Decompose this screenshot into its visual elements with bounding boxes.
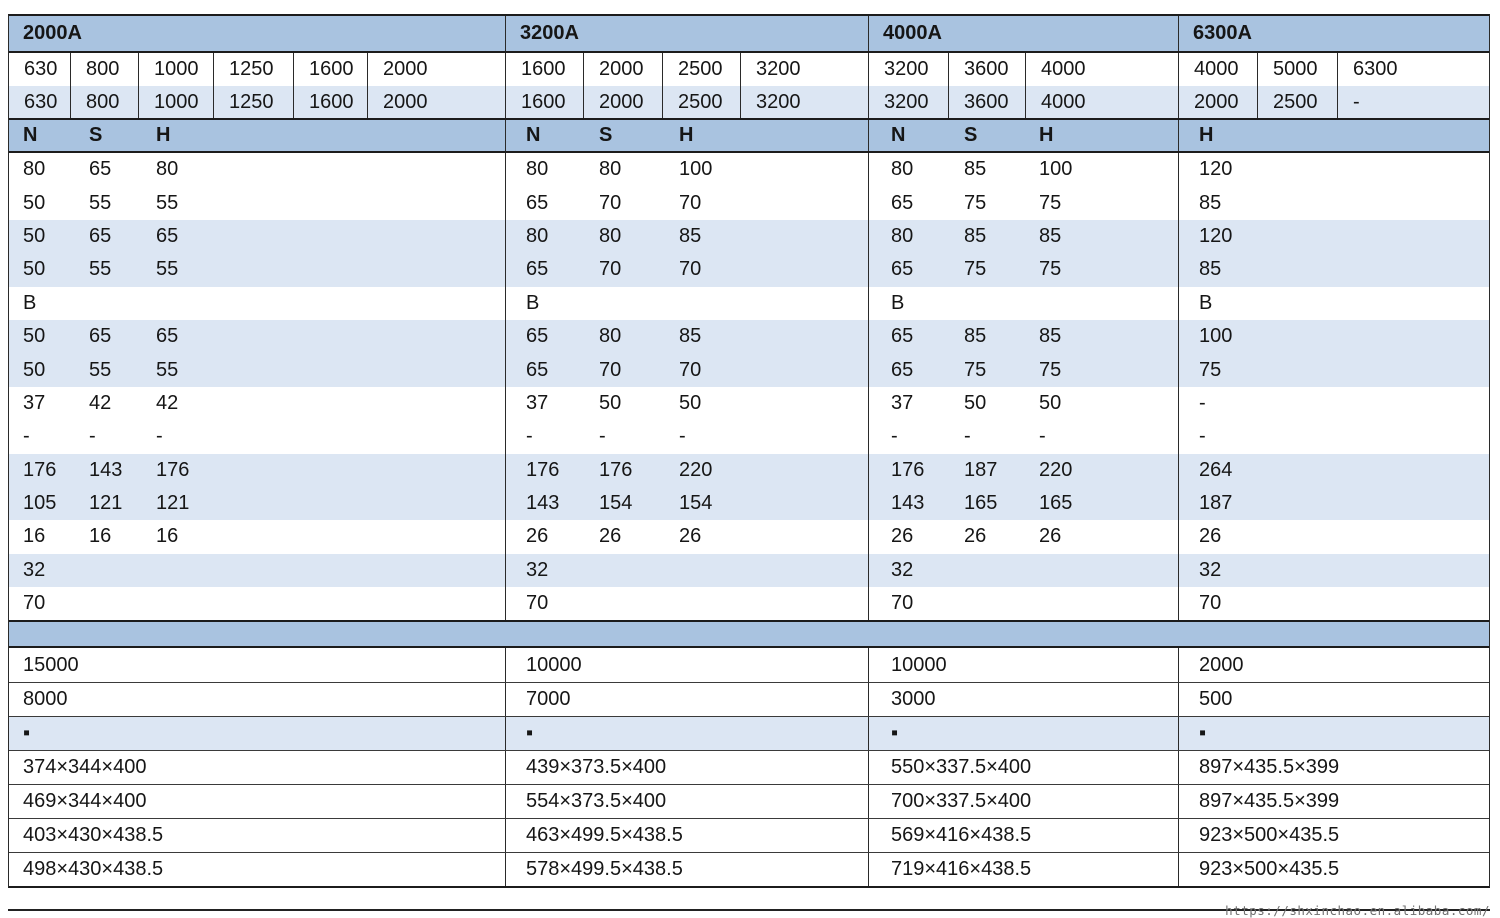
value: 100 — [1199, 325, 1233, 348]
rating-cell: 630 — [9, 53, 71, 86]
data-cell — [9, 253, 506, 286]
value: 85 — [1039, 325, 1062, 348]
rating-cell: 630 — [9, 86, 71, 118]
rating-cell: 2000 — [368, 53, 506, 86]
rating-cell: 6300 — [1353, 58, 1398, 80]
data-row — [9, 186, 1489, 219]
data-cell — [506, 287, 869, 320]
data-cell — [869, 186, 1179, 219]
value: - — [679, 425, 686, 448]
rating-cell: 1000 — [139, 86, 214, 118]
value: 100 — [1039, 158, 1073, 181]
bottom-cell: ▪ — [506, 717, 869, 750]
bottom-row — [9, 682, 1489, 716]
bottom-cell: 469×344×400 — [9, 785, 506, 818]
rating-cell: 2500 — [663, 53, 741, 86]
value: 32 — [23, 558, 46, 581]
value: 55 — [89, 258, 112, 281]
data-cell — [506, 520, 869, 553]
value: 42 — [156, 391, 179, 414]
value: 75 — [964, 358, 987, 381]
value: 65 — [526, 325, 549, 348]
data-cell — [1179, 320, 1491, 353]
value: 50 — [23, 191, 46, 214]
value: 65 — [526, 358, 549, 381]
data-cell — [506, 186, 869, 219]
data-cell — [9, 387, 506, 420]
data-cell — [9, 353, 506, 386]
variant-label: N — [23, 124, 38, 146]
rating-cell: 3200 — [869, 53, 949, 86]
value: B — [526, 291, 540, 314]
value: 75 — [1039, 358, 1062, 381]
bottom-cell: 923×500×435.5 — [1199, 857, 1340, 880]
data-cell — [869, 153, 1179, 186]
value: 176 — [891, 458, 925, 481]
value: 143 — [526, 492, 560, 515]
value: 187 — [964, 458, 998, 481]
value: 70 — [679, 358, 702, 381]
data-cell — [1179, 186, 1491, 219]
bottom-cell: 700×337.5×400 — [869, 785, 1179, 818]
variant-label: N — [526, 124, 541, 146]
bottom-cell: 3000 — [869, 683, 1179, 716]
value: 165 — [964, 492, 998, 515]
rating-cell: 5000 — [1258, 53, 1338, 86]
value: 55 — [89, 358, 112, 381]
rating-cell: 3200 — [741, 86, 869, 118]
bottom-cell: 7000 — [506, 683, 869, 716]
value: 105 — [23, 492, 57, 515]
value: 50 — [23, 224, 46, 247]
value: 65 — [891, 258, 914, 281]
value: 80 — [156, 158, 179, 181]
value: 70 — [599, 258, 622, 281]
data-cell — [869, 454, 1179, 487]
data-cell — [1179, 554, 1491, 587]
data-row — [9, 520, 1489, 553]
data-cell — [869, 287, 1179, 320]
rating-cell: 4000 — [1179, 53, 1258, 86]
value: 187 — [1199, 492, 1233, 515]
value: - — [89, 425, 96, 448]
value: 176 — [526, 458, 560, 481]
data-cell — [869, 253, 1179, 286]
rating-cell: 2500 — [1258, 86, 1338, 118]
value: 264 — [1199, 458, 1233, 481]
bottom-cell: 8000 — [9, 683, 506, 716]
variant-header-cell — [869, 120, 1179, 151]
value: 70 — [679, 191, 702, 214]
data-cell — [869, 520, 1179, 553]
value: 121 — [156, 492, 190, 515]
bottom-cell: 463×499.5×438.5 — [506, 819, 869, 852]
value: 70 — [679, 258, 702, 281]
value: 55 — [156, 191, 179, 214]
rating-cell: - — [1353, 90, 1360, 113]
data-cell — [869, 554, 1179, 587]
value: 75 — [1039, 191, 1062, 214]
value: 32 — [1199, 558, 1222, 581]
value: 165 — [1039, 492, 1073, 515]
bottom-cell: 10000 — [506, 648, 869, 682]
value: - — [1039, 425, 1046, 448]
value: 37 — [891, 391, 914, 414]
value: 220 — [1039, 458, 1073, 481]
rating-cell: 1600 — [294, 53, 368, 86]
data-cell — [9, 220, 506, 253]
value: 26 — [964, 525, 987, 548]
bottom-cell: 923×500×435.5 — [1199, 823, 1340, 846]
data-cell — [506, 487, 869, 520]
value: 55 — [89, 191, 112, 214]
value: 70 — [526, 592, 549, 615]
bottom-cell: 498×430×438.5 — [9, 853, 506, 886]
value: 26 — [599, 525, 622, 548]
bottom-cell: 403×430×438.5 — [9, 819, 506, 852]
value: 154 — [599, 492, 633, 515]
value: 65 — [156, 224, 179, 247]
rating-cell: 800 — [71, 53, 139, 86]
rating-cell: 800 — [71, 86, 139, 118]
data-row — [9, 353, 1489, 386]
value: 80 — [526, 158, 549, 181]
value: 75 — [964, 191, 987, 214]
value: 50 — [679, 391, 702, 414]
bottom-row — [9, 818, 1489, 852]
group-header: 2000A — [9, 16, 506, 51]
value: 80 — [891, 158, 914, 181]
value: - — [526, 425, 533, 448]
data-cell — [869, 320, 1179, 353]
value: 176 — [23, 458, 57, 481]
value: 143 — [89, 458, 123, 481]
bottom-row — [9, 648, 1489, 682]
rating-cell: 1600 — [506, 86, 584, 118]
value: - — [156, 425, 163, 448]
value: 75 — [1039, 258, 1062, 281]
bottom-cell: 15000 — [9, 648, 506, 682]
data-cell — [869, 220, 1179, 253]
bottom-cell: ▪ — [1199, 722, 1207, 745]
data-row — [9, 454, 1489, 487]
data-cell — [1179, 153, 1491, 186]
bottom-cell: 897×435.5×399 — [1199, 756, 1340, 779]
value: - — [964, 425, 971, 448]
bottom-cell: 500 — [1199, 688, 1233, 711]
bottom-cell: 554×373.5×400 — [506, 785, 869, 818]
value: 26 — [1199, 525, 1222, 548]
value: 85 — [1199, 258, 1222, 281]
rating-cell: 1600 — [506, 53, 584, 86]
section-divider-band — [9, 620, 1489, 648]
data-cell — [506, 554, 869, 587]
data-row — [9, 587, 1489, 620]
value: 65 — [526, 258, 549, 281]
value: 154 — [679, 492, 713, 515]
value: B — [891, 291, 905, 314]
bottom-row — [9, 716, 1489, 750]
value: 85 — [964, 325, 987, 348]
data-cell — [9, 587, 506, 620]
data-cell — [506, 353, 869, 386]
data-cell — [1179, 454, 1491, 487]
value: 32 — [526, 558, 549, 581]
data-cell — [9, 287, 506, 320]
data-cell — [506, 320, 869, 353]
data-cell — [9, 520, 506, 553]
value: 100 — [679, 158, 713, 181]
bottom-cell: 578×499.5×438.5 — [506, 853, 869, 886]
value: 120 — [1199, 224, 1233, 247]
value: 65 — [156, 325, 179, 348]
value: 75 — [964, 258, 987, 281]
value: 16 — [89, 525, 112, 548]
rating-cell: 2000 — [368, 86, 506, 118]
bottom-cell: ▪ — [869, 717, 1179, 750]
data-row — [9, 220, 1489, 253]
value: 80 — [891, 224, 914, 247]
data-cell — [506, 153, 869, 186]
value: 50 — [964, 391, 987, 414]
bottom-cell: 897×435.5×399 — [1199, 789, 1340, 812]
data-cell — [869, 387, 1179, 420]
value: 70 — [1199, 592, 1222, 615]
data-cell — [1179, 520, 1491, 553]
bottom-cell: 374×344×400 — [9, 751, 506, 784]
value: 85 — [1199, 191, 1222, 214]
value: 65 — [89, 325, 112, 348]
data-cell — [506, 253, 869, 286]
data-row — [9, 153, 1489, 186]
value: 26 — [1039, 525, 1062, 548]
data-cell — [1179, 420, 1491, 453]
bottom-row — [9, 750, 1489, 784]
value: 70 — [23, 592, 46, 615]
data-row — [9, 387, 1489, 420]
value: 26 — [891, 525, 914, 548]
data-cell — [869, 353, 1179, 386]
data-cell — [506, 220, 869, 253]
bottom-row — [9, 852, 1489, 886]
variant-label: H — [156, 124, 171, 146]
value: 85 — [679, 325, 702, 348]
data-row — [9, 253, 1489, 286]
bottom-cell: 439×373.5×400 — [506, 751, 869, 784]
value: - — [891, 425, 898, 448]
value: - — [599, 425, 606, 448]
bottom-cell: 719×416×438.5 — [869, 853, 1179, 886]
rating-cell: 4000 — [1026, 53, 1179, 86]
group-header-row — [9, 16, 1489, 53]
value: 176 — [599, 458, 633, 481]
value: 121 — [89, 492, 123, 515]
variant-label: H — [1199, 124, 1214, 146]
data-cell — [9, 320, 506, 353]
bottom-cell: 550×337.5×400 — [869, 751, 1179, 784]
value: 55 — [156, 358, 179, 381]
data-cell — [9, 186, 506, 219]
value: 70 — [599, 358, 622, 381]
value: 50 — [23, 325, 46, 348]
variant-label: H — [679, 124, 694, 146]
value: - — [1199, 391, 1206, 414]
value: 65 — [526, 191, 549, 214]
bottom-cell: 10000 — [869, 648, 1179, 682]
group-header: 3200A — [506, 16, 869, 51]
variant-label: S — [964, 124, 978, 146]
value: 85 — [1039, 224, 1062, 247]
value: 65 — [89, 158, 112, 181]
value: 220 — [679, 458, 713, 481]
data-cell — [506, 420, 869, 453]
value: 65 — [89, 224, 112, 247]
value: 16 — [156, 525, 179, 548]
value: - — [1199, 425, 1206, 448]
data-cell — [9, 487, 506, 520]
value: 176 — [156, 458, 190, 481]
value: 50 — [23, 358, 46, 381]
variant-label: H — [1039, 124, 1054, 146]
value: 85 — [964, 158, 987, 181]
data-row — [9, 554, 1489, 587]
data-cell — [506, 587, 869, 620]
data-row — [9, 320, 1489, 353]
data-cell — [1179, 253, 1491, 286]
variant-header-cell — [9, 120, 506, 151]
value: 80 — [599, 224, 622, 247]
data-cell — [1179, 487, 1491, 520]
group-header: 6300A — [1193, 22, 1252, 44]
variant-label: S — [89, 124, 103, 146]
data-cell — [9, 454, 506, 487]
data-cell — [506, 454, 869, 487]
value: 65 — [891, 325, 914, 348]
rating-cell: 1250 — [214, 53, 294, 86]
data-row — [9, 487, 1489, 520]
data-row — [9, 420, 1489, 453]
group-header: 4000A — [869, 16, 1179, 51]
data-row — [9, 287, 1489, 320]
variant-header-cell — [1179, 120, 1491, 151]
rating-cell: 3200 — [869, 86, 949, 118]
value: 26 — [679, 525, 702, 548]
data-cell — [9, 420, 506, 453]
value: 70 — [599, 191, 622, 214]
data-cell — [869, 487, 1179, 520]
rating-cell: 1250 — [214, 86, 294, 118]
watermark-url: https://shxinchao.en.alibaba.com/ — [1225, 903, 1490, 918]
value: 80 — [599, 158, 622, 181]
value: 80 — [599, 325, 622, 348]
data-cell — [506, 387, 869, 420]
rating-cell: 3600 — [949, 53, 1026, 86]
value: 65 — [891, 358, 914, 381]
bottom-cell: 569×416×438.5 — [869, 819, 1179, 852]
value: 42 — [89, 391, 112, 414]
bottom-cell: ▪ — [9, 717, 506, 750]
value: 80 — [23, 158, 46, 181]
data-cell — [9, 153, 506, 186]
variant-label: N — [891, 124, 906, 146]
bottom-row — [9, 784, 1489, 818]
value: 50 — [1039, 391, 1062, 414]
value: 85 — [679, 224, 702, 247]
value: 16 — [23, 525, 46, 548]
spec-table — [8, 14, 1490, 888]
rating-cell: 1000 — [139, 53, 214, 86]
rating-cell: 2000 — [584, 86, 663, 118]
value: 26 — [526, 525, 549, 548]
value: 80 — [526, 224, 549, 247]
bottom-cell: 2000 — [1199, 653, 1244, 676]
rating-cell: 1600 — [294, 86, 368, 118]
value: B — [1199, 291, 1213, 314]
data-cell — [9, 554, 506, 587]
data-cell — [1179, 287, 1491, 320]
rating-cell: 2500 — [663, 86, 741, 118]
value: 120 — [1199, 158, 1233, 181]
value: 37 — [23, 391, 46, 414]
value: 32 — [891, 558, 914, 581]
value: - — [23, 425, 30, 448]
rating-row-rated-currents — [9, 86, 1489, 120]
data-cell — [1179, 387, 1491, 420]
rating-cell: 2000 — [584, 53, 663, 86]
value: 143 — [891, 492, 925, 515]
rating-cell: 4000 — [1026, 86, 1179, 118]
data-cell — [869, 420, 1179, 453]
value: 75 — [1199, 358, 1222, 381]
rating-cell: 3200 — [741, 53, 869, 86]
value: 37 — [526, 391, 549, 414]
rating-cell: 3600 — [949, 86, 1026, 118]
variant-header-row — [9, 120, 1489, 153]
data-cell — [1179, 220, 1491, 253]
data-cell — [1179, 353, 1491, 386]
value: B — [23, 291, 37, 314]
value: 50 — [599, 391, 622, 414]
value: 50 — [23, 258, 46, 281]
value: 65 — [891, 191, 914, 214]
data-cell — [1179, 587, 1491, 620]
variant-header-cell — [506, 120, 869, 151]
rating-row-frame-sizes — [9, 53, 1489, 86]
value: 55 — [156, 258, 179, 281]
data-cell — [869, 587, 1179, 620]
rating-cell: 2000 — [1179, 86, 1258, 118]
value: 70 — [891, 592, 914, 615]
variant-label: S — [599, 124, 613, 146]
value: 85 — [964, 224, 987, 247]
